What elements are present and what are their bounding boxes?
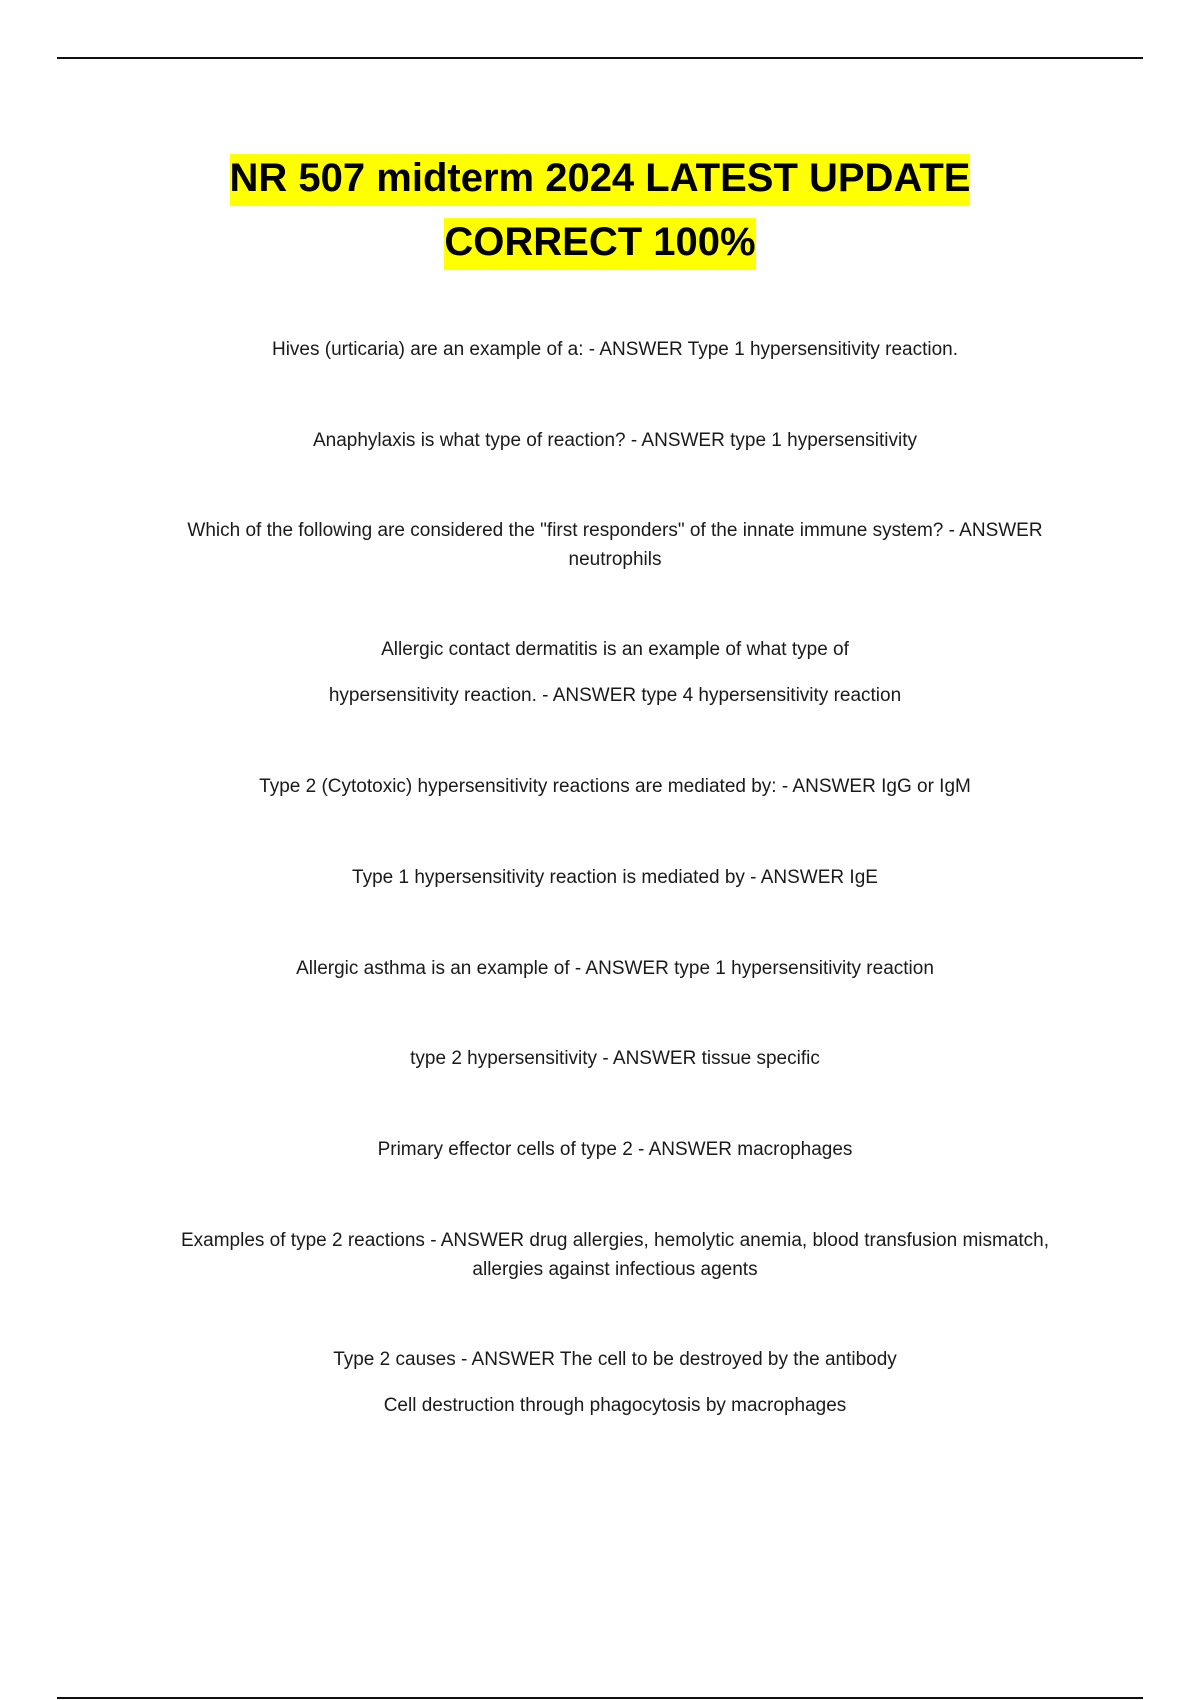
qa-item (150, 772, 1080, 801)
title-line-2: CORRECT 100% (444, 218, 755, 270)
page-title (100, 146, 1100, 274)
qa-item (150, 516, 1080, 574)
qa-line: Allergic contact dermatitis is an example of what type of (381, 639, 849, 660)
qa-line: Type 2 (Cytotoxic) hypersensitivity reactions are mediated by: - ANSWER IgG or IgM (259, 776, 971, 797)
qa-line: Type 2 causes - ANSWER The cell to be destroyed by the antibody (333, 1349, 897, 1370)
qa-item (150, 1044, 1080, 1073)
qa-item (150, 1345, 1080, 1420)
qa-line: type 2 hypersensitivity - ANSWER tissue specific (410, 1048, 820, 1069)
qa-line: Allergic asthma is an example of - ANSWER type 1 hypersensitivity reaction (296, 958, 934, 979)
title-line-1: NR 507 midterm 2024 LATEST UPDATE (230, 154, 971, 206)
qa-line: allergies against infectious agents (472, 1259, 758, 1280)
qa-line: neutrophils (568, 549, 662, 570)
top-rule (57, 57, 1143, 59)
qa-item (150, 1135, 1080, 1164)
qa-line: Type 1 hypersensitivity reaction is mediated by - ANSWER IgE (352, 867, 878, 888)
qa-item (150, 335, 1080, 364)
qa-item (150, 1226, 1080, 1284)
qa-line: hypersensitivity reaction. - ANSWER type 4 hypersensitivity reaction (328, 685, 902, 706)
qa-item (150, 863, 1080, 892)
qa-item (150, 635, 1080, 710)
qa-line: Cell destruction through phagocytosis by macrophages (383, 1395, 847, 1416)
qa-line: Hives (urticaria) are an example of a: - ANSWER Type 1 hypersensitivity reaction. (271, 339, 959, 360)
qa-line: Primary effector cells of type 2 - ANSWER macrophages (377, 1139, 853, 1160)
qa-line: Which of the following are considered the "first responders" of the innate immune system? - ANSWER (187, 520, 1043, 541)
qa-item (150, 954, 1080, 983)
qa-item (150, 426, 1080, 455)
qa-line: Anaphylaxis is what type of reaction? - ANSWER type 1 hypersensitivity (312, 430, 918, 451)
qa-line: Examples of type 2 reactions - ANSWER drug allergies, hemolytic anemia, blood transfusion mismatch, (180, 1230, 1050, 1251)
bottom-rule (57, 1697, 1143, 1699)
